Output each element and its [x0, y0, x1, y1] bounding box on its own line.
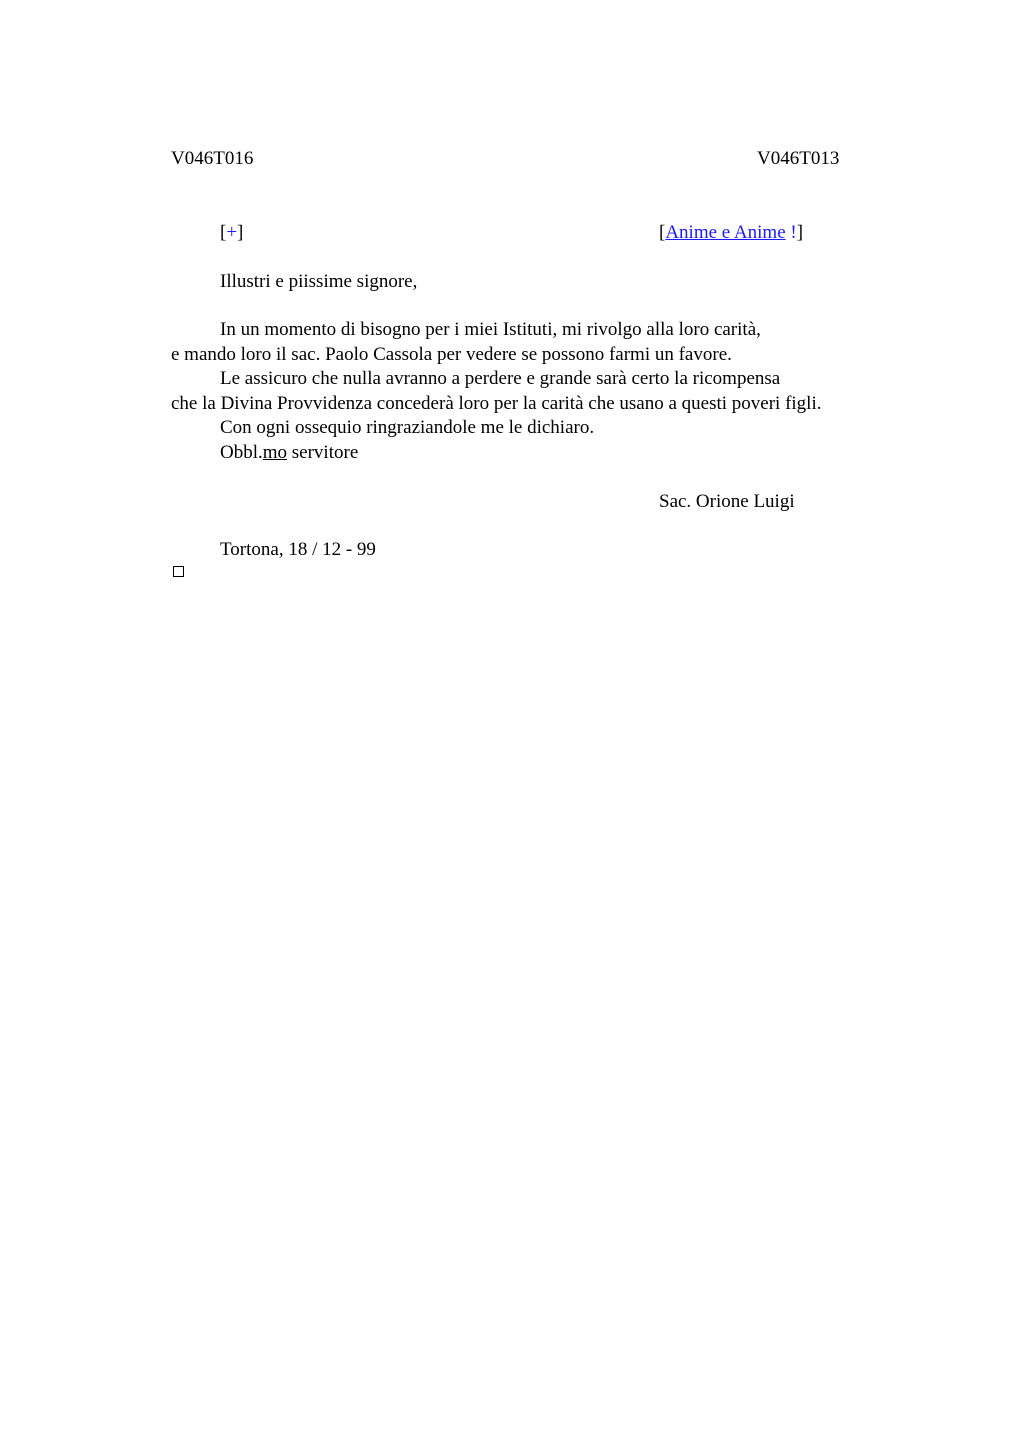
salutation: Illustri e piissime signore, — [220, 271, 418, 292]
anime-exclamation: ! — [785, 222, 797, 243]
open-bracket: [ — [659, 222, 666, 243]
plus-reference — [220, 221, 243, 245]
paragraph-2-line-1: Le assicuro che nulla avranno a perdere e grande sarà certo la ricompensa — [220, 368, 781, 389]
close-bracket: ] — [237, 222, 244, 243]
closing-prefix: Obbl. — [220, 442, 263, 463]
closing-abbreviation: mo — [262, 442, 288, 463]
closing-formula — [220, 441, 358, 465]
document-code-left: V046T016 — [171, 148, 254, 169]
anime-e-anime-link[interactable]: Anime e Anime — [665, 222, 786, 243]
paragraph-1-line-1: In un momento di bisogno per i miei Istituti, mi rivolgo alla loro carità, — [220, 319, 761, 340]
signature: Sac. Orione Luigi — [659, 491, 795, 512]
close-bracket: ] — [796, 222, 804, 243]
end-square-icon — [173, 566, 184, 577]
closing-suffix: servitore — [287, 442, 359, 463]
anime-reference — [659, 221, 803, 245]
paragraph-2-line-2: che la Divina Provvidenza concederà loro per la carità che usano a questi poveri figli. — [171, 393, 822, 414]
plus-link[interactable]: + — [226, 222, 238, 243]
place-date: Tortona, 18 / 12 - 99 — [220, 539, 376, 560]
document-code-right: V046T013 — [757, 148, 840, 169]
paragraph-3: Con ogni ossequio ringraziandole me le dichiaro. — [220, 417, 595, 438]
open-bracket: [ — [220, 222, 227, 243]
paragraph-1-line-2: e mando loro il sac. Paolo Cassola per vedere se possono farmi un favore. — [171, 344, 732, 365]
